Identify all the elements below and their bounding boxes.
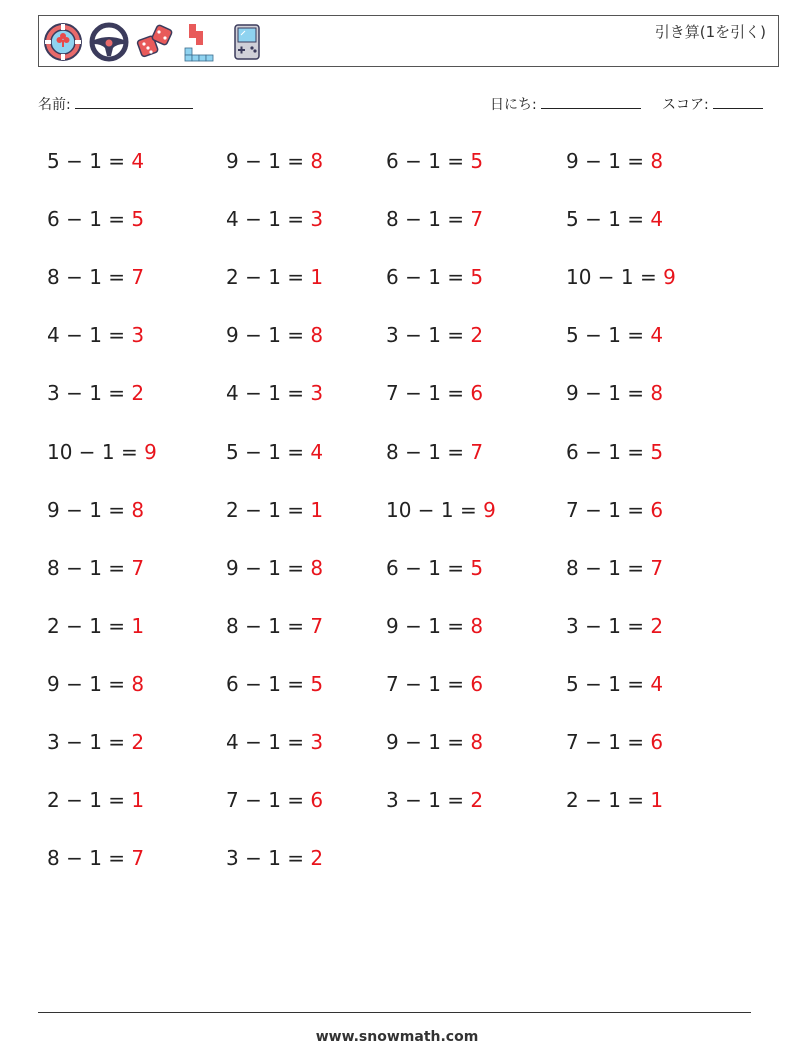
problem-item <box>47 207 144 231</box>
problem-item <box>386 672 483 696</box>
problem-answer: 6 <box>470 672 484 696</box>
problem-item <box>47 556 144 580</box>
problem-item <box>47 846 144 870</box>
problem-question: 9 − 1 = <box>47 498 132 522</box>
problem-item <box>226 846 323 870</box>
name-label: 名前: <box>38 97 71 113</box>
problem-question: 8 − 1 = <box>47 265 132 289</box>
problem-item <box>566 788 663 812</box>
problem-item <box>386 556 483 580</box>
problem-answer: 3 <box>310 207 324 231</box>
problem-question: 8 − 1 = <box>47 556 132 580</box>
problem-answer: 1 <box>650 788 664 812</box>
problem-answer: 2 <box>650 614 664 638</box>
problem-question: 9 − 1 = <box>47 672 132 696</box>
problem-answer: 3 <box>310 381 324 405</box>
problem-answer: 2 <box>470 788 484 812</box>
problem-item <box>386 498 496 522</box>
problem-answer: 8 <box>310 149 324 173</box>
problem-item <box>566 440 663 464</box>
problem-question: 7 − 1 = <box>226 788 311 812</box>
score-field <box>662 94 763 114</box>
problem-question: 6 − 1 = <box>386 149 471 173</box>
problem-answer: 2 <box>131 730 145 754</box>
problem-question: 8 − 1 = <box>386 440 471 464</box>
problem-answer: 2 <box>470 323 484 347</box>
problem-question: 10 − 1 = <box>566 265 664 289</box>
problem-answer: 8 <box>650 381 664 405</box>
problem-item <box>47 381 144 405</box>
problem-item <box>47 149 144 173</box>
problem-question: 8 − 1 = <box>226 614 311 638</box>
problem-question: 3 − 1 = <box>226 846 311 870</box>
date-label: 日にち: <box>490 97 537 113</box>
problem-question: 3 − 1 = <box>47 381 132 405</box>
problem-answer: 1 <box>131 788 145 812</box>
problem-answer: 3 <box>310 730 324 754</box>
problem-answer: 7 <box>470 440 484 464</box>
problem-question: 5 − 1 = <box>566 672 651 696</box>
problem-answer: 5 <box>470 265 484 289</box>
footer-site: www.snowmath.com <box>315 1029 479 1045</box>
problem-item <box>566 381 663 405</box>
problem-answer: 7 <box>131 556 145 580</box>
problem-item <box>226 788 323 812</box>
problem-question: 7 − 1 = <box>386 672 471 696</box>
problem-answer: 8 <box>310 323 324 347</box>
problem-answer: 7 <box>131 846 145 870</box>
problem-answer: 9 <box>144 440 157 464</box>
problem-question: 10 − 1 = <box>47 440 145 464</box>
problem-question: 8 − 1 = <box>386 207 471 231</box>
problem-question: 7 − 1 = <box>566 498 651 522</box>
problem-answer: 6 <box>650 498 664 522</box>
problem-question: 8 − 1 = <box>47 846 132 870</box>
problem-question: 2 − 1 = <box>47 614 132 638</box>
problem-answer: 8 <box>131 498 145 522</box>
problem-item <box>226 323 323 347</box>
problem-question: 5 − 1 = <box>566 323 651 347</box>
date-blank[interactable] <box>541 94 641 109</box>
poker-chip-icon <box>43 22 83 62</box>
problem-question: 6 − 1 = <box>47 207 132 231</box>
problem-item <box>566 265 676 289</box>
problem-question: 2 − 1 = <box>47 788 132 812</box>
problem-answer: 4 <box>310 440 324 464</box>
problem-item <box>226 381 323 405</box>
problem-question: 10 − 1 = <box>386 498 484 522</box>
problem-item <box>566 498 663 522</box>
problem-question: 4 − 1 = <box>226 381 311 405</box>
problem-question: 9 − 1 = <box>226 323 311 347</box>
problem-question: 3 − 1 = <box>47 730 132 754</box>
problem-answer: 3 <box>131 323 145 347</box>
problem-question: 2 − 1 = <box>226 498 311 522</box>
score-label: スコア: <box>662 97 709 113</box>
problem-answer: 4 <box>650 323 664 347</box>
problem-item <box>47 498 144 522</box>
footer-divider <box>38 1012 751 1013</box>
problem-item <box>226 440 323 464</box>
problem-question: 5 − 1 = <box>226 440 311 464</box>
problem-item <box>566 672 663 696</box>
problem-question: 9 − 1 = <box>226 149 311 173</box>
name-blank[interactable] <box>75 94 193 109</box>
problem-question: 9 − 1 = <box>386 614 471 638</box>
problem-question: 3 − 1 = <box>386 788 471 812</box>
problem-question: 5 − 1 = <box>566 207 651 231</box>
problem-item <box>226 265 323 289</box>
problem-answer: 1 <box>131 614 145 638</box>
date-field <box>490 94 641 114</box>
problem-answer: 8 <box>310 556 324 580</box>
problem-item <box>226 149 323 173</box>
problem-answer: 7 <box>310 614 324 638</box>
tetris-blocks-icon <box>181 22 221 62</box>
problem-item <box>386 730 483 754</box>
problem-item <box>386 381 483 405</box>
problem-answer: 5 <box>470 556 484 580</box>
problem-answer: 8 <box>650 149 664 173</box>
problem-answer: 1 <box>310 498 324 522</box>
problem-answer: 4 <box>650 672 664 696</box>
problem-item <box>386 788 483 812</box>
header-icons <box>43 21 267 63</box>
problem-question: 6 − 1 = <box>226 672 311 696</box>
problem-question: 9 − 1 = <box>226 556 311 580</box>
problem-item <box>566 207 663 231</box>
problem-question: 4 − 1 = <box>47 323 132 347</box>
problem-item <box>386 265 483 289</box>
problem-question: 6 − 1 = <box>386 556 471 580</box>
problem-question: 6 − 1 = <box>386 265 471 289</box>
problem-item <box>386 149 483 173</box>
problem-answer: 2 <box>131 381 145 405</box>
problem-answer: 6 <box>470 381 484 405</box>
worksheet-header <box>38 15 779 67</box>
problem-answer: 6 <box>650 730 664 754</box>
problem-item <box>386 440 483 464</box>
problem-item <box>386 614 483 638</box>
problem-item <box>226 556 323 580</box>
problem-item <box>47 614 144 638</box>
steering-wheel-icon <box>89 22 129 62</box>
problem-question: 2 − 1 = <box>566 788 651 812</box>
problem-answer: 1 <box>310 265 324 289</box>
problem-answer: 7 <box>131 265 145 289</box>
problem-answer: 9 <box>663 265 676 289</box>
problem-answer: 5 <box>310 672 324 696</box>
problem-item <box>226 672 323 696</box>
problem-item <box>47 265 144 289</box>
problem-item <box>566 730 663 754</box>
problem-item <box>226 207 323 231</box>
problem-answer: 5 <box>131 207 145 231</box>
problem-question: 9 − 1 = <box>566 149 651 173</box>
problem-item <box>226 614 323 638</box>
problem-item <box>386 207 483 231</box>
problem-answer: 8 <box>470 614 484 638</box>
problem-question: 7 − 1 = <box>566 730 651 754</box>
problem-item <box>566 149 663 173</box>
problem-item <box>386 323 483 347</box>
problem-item <box>226 498 323 522</box>
problem-question: 2 − 1 = <box>226 265 311 289</box>
name-field <box>38 94 193 114</box>
problem-item <box>47 323 144 347</box>
problem-item <box>47 788 144 812</box>
problem-question: 8 − 1 = <box>566 556 651 580</box>
dice-icon <box>135 22 175 62</box>
problem-answer: 5 <box>650 440 664 464</box>
problem-answer: 4 <box>131 149 145 173</box>
problem-answer: 7 <box>650 556 664 580</box>
problem-question: 7 − 1 = <box>386 381 471 405</box>
problem-answer: 6 <box>310 788 324 812</box>
problem-answer: 5 <box>470 149 484 173</box>
problem-item <box>47 730 144 754</box>
problem-question: 4 − 1 = <box>226 207 311 231</box>
problem-item <box>226 730 323 754</box>
problem-answer: 7 <box>470 207 484 231</box>
problem-question: 3 − 1 = <box>386 323 471 347</box>
problem-answer: 2 <box>310 846 324 870</box>
problem-question: 9 − 1 = <box>386 730 471 754</box>
problem-question: 9 − 1 = <box>566 381 651 405</box>
problem-question: 3 − 1 = <box>566 614 651 638</box>
problem-question: 6 − 1 = <box>566 440 651 464</box>
score-blank[interactable] <box>713 94 763 109</box>
problem-item <box>566 614 663 638</box>
problem-item <box>47 672 144 696</box>
problem-item <box>566 323 663 347</box>
problem-item <box>47 440 157 464</box>
worksheet-title: 引き算(1を引く) <box>654 23 766 41</box>
problem-answer: 8 <box>470 730 484 754</box>
handheld-game-icon <box>227 22 267 62</box>
problem-question: 5 − 1 = <box>47 149 132 173</box>
problem-question: 4 − 1 = <box>226 730 311 754</box>
problem-item <box>566 556 663 580</box>
problem-answer: 9 <box>483 498 496 522</box>
problem-answer: 4 <box>650 207 664 231</box>
problem-answer: 8 <box>131 672 145 696</box>
